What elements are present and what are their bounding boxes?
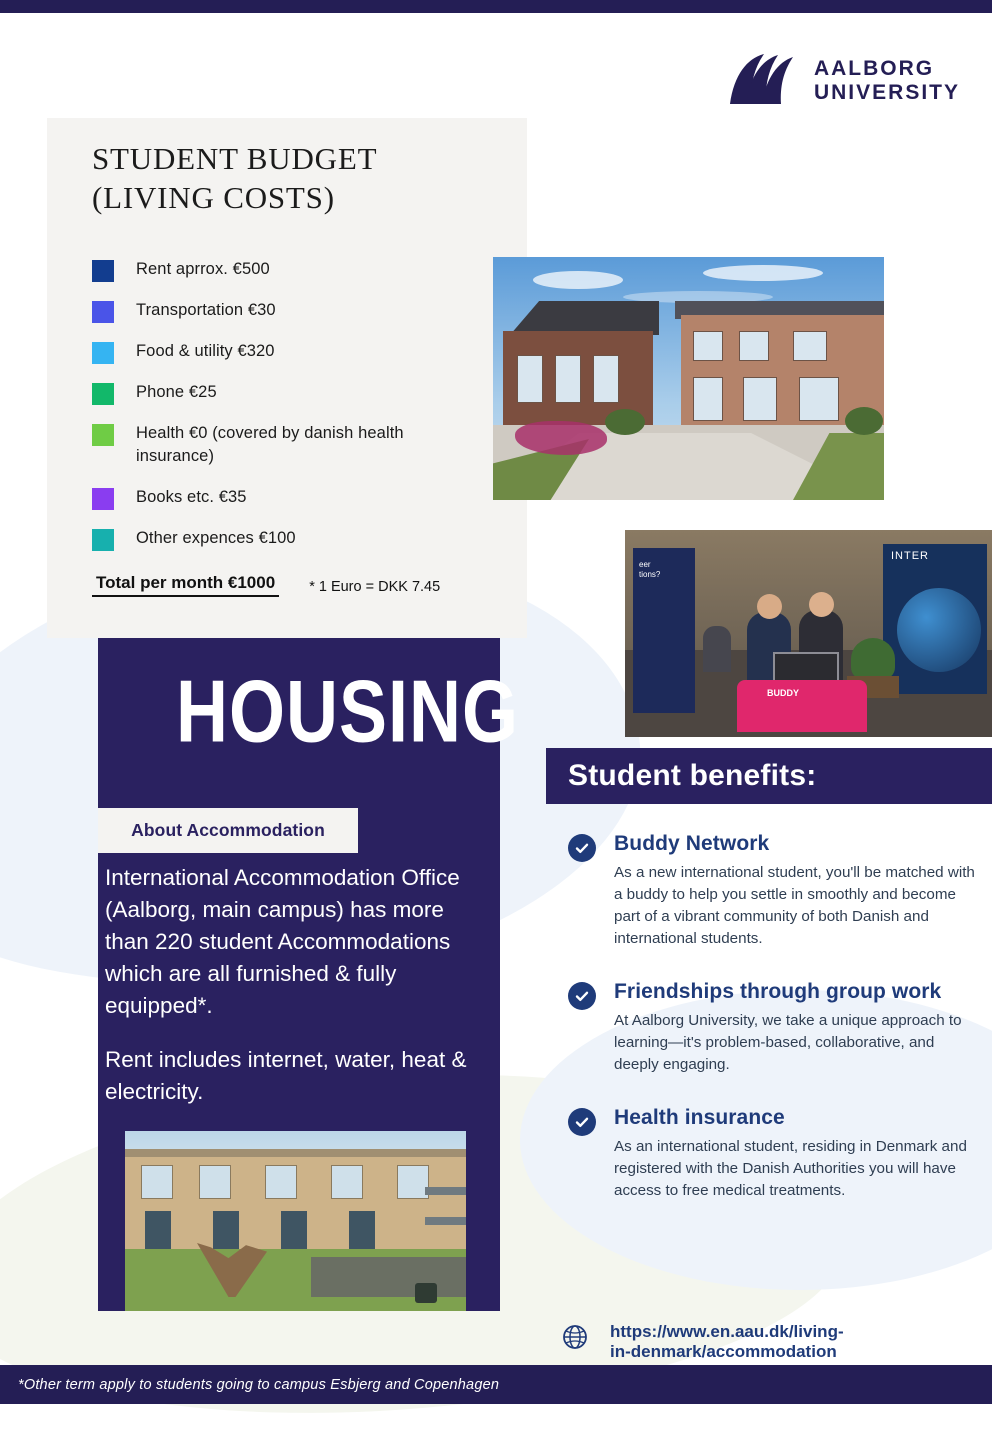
- list-item: [92, 486, 499, 510]
- student-benefits-list: [562, 832, 982, 1232]
- photo-bin: [415, 1283, 437, 1303]
- legend-label: Rent aprrox. €500: [136, 259, 270, 278]
- photo-door: [349, 1211, 375, 1251]
- benefit-body: As an international student, residing in Denmark and registered with the Danish Authorities you will have access to free medical treatments.: [614, 1138, 967, 1200]
- photo-deck: [311, 1257, 466, 1297]
- photo-window: [593, 355, 619, 403]
- photo-table: [737, 680, 867, 732]
- globe-icon: [562, 1324, 588, 1350]
- budget-total-row: [92, 573, 499, 597]
- photo-bush: [845, 407, 883, 435]
- housing-description: [105, 862, 493, 1130]
- benefit-body: As a new international student, you'll be matched with a buddy to help you settle in smoothly and become part of a vibrant community of both Danish and international students.: [614, 864, 975, 948]
- photo-roofline: [125, 1149, 466, 1157]
- benefit-title: Health insurance: [614, 1106, 785, 1130]
- photo-globe-graphic: [897, 588, 981, 672]
- legend-swatch: [92, 383, 114, 405]
- aau-logo-icon: [724, 52, 796, 110]
- accommodation-link-line2: in-denmark/accommodation: [610, 1341, 837, 1361]
- legend-label: Phone €25: [136, 382, 217, 401]
- legend-label: Transportation €30: [136, 300, 276, 319]
- photo-banner-text: eer tions?: [639, 560, 661, 579]
- photo-balcony: [425, 1187, 466, 1195]
- list-item: [562, 832, 982, 950]
- photo-window: [331, 1165, 363, 1199]
- top-accent-bar: [0, 0, 992, 13]
- accommodation-link-line1: https://www.en.aau.dk/living-: [610, 1322, 844, 1341]
- photo-cloud: [703, 265, 823, 281]
- photo-person: [703, 626, 731, 672]
- accommodation-link-text[interactable]: [610, 1322, 844, 1361]
- student-budget-panel: [47, 118, 527, 638]
- check-icon: [568, 1108, 596, 1136]
- photo-window: [793, 331, 827, 361]
- list-item: [92, 422, 499, 470]
- footer-bar: [0, 1365, 992, 1404]
- student-benefits-heading: Student benefits:: [568, 759, 817, 792]
- photo-balcony: [425, 1217, 466, 1225]
- buddy-network-stand-photo: [625, 530, 992, 737]
- photo-table-label: BUDDY: [767, 688, 800, 698]
- budget-title-line1: STUDENT BUDGET: [92, 141, 378, 176]
- photo-person-head: [809, 592, 834, 617]
- photo-window: [799, 377, 839, 421]
- photo-window: [199, 1165, 231, 1199]
- check-icon: [568, 982, 596, 1010]
- list-item: [92, 258, 499, 282]
- legend-swatch: [92, 424, 114, 446]
- brand-name-line2: UNIVERSITY: [813, 81, 960, 104]
- benefit-body: At Aalborg University, we take a unique approach to learning—it's problem-based, collaborative, and deeply engaging.: [614, 1012, 962, 1074]
- list-item: [92, 299, 499, 323]
- photo-door: [145, 1211, 171, 1251]
- photo-window: [739, 331, 769, 361]
- budget-total: Total per month €1000: [92, 573, 279, 597]
- budget-title-line2: (LIVING COSTS): [92, 179, 335, 215]
- check-icon: [568, 834, 596, 862]
- photo-window: [693, 377, 723, 421]
- photo-window: [693, 331, 723, 361]
- benefit-title: Friendships through group work: [614, 980, 942, 1004]
- photo-window: [265, 1165, 297, 1199]
- about-accommodation-tag: [98, 808, 358, 853]
- legend-swatch: [92, 260, 114, 282]
- photo-plant: [851, 638, 895, 680]
- photo-person-head: [757, 594, 782, 619]
- legend-label: Food & utility €320: [136, 341, 275, 360]
- brand-logo: [724, 52, 960, 110]
- housing-paragraph-2: Rent includes internet, water, heat & electricity.: [105, 1046, 467, 1104]
- photo-window: [517, 355, 543, 403]
- campus-courtyard-photo: [493, 257, 884, 500]
- legend-swatch: [92, 488, 114, 510]
- student-accommodation-photo: [125, 1131, 466, 1311]
- budget-title: [92, 140, 499, 218]
- budget-rate-note: * 1 Euro = DKK 7.45: [309, 579, 441, 596]
- budget-legend: [92, 258, 499, 552]
- list-item: [92, 381, 499, 405]
- legend-swatch: [92, 342, 114, 364]
- legend-label: Health €0 (covered by danish health insurance): [136, 423, 404, 466]
- photo-banner-label: INTER: [891, 550, 929, 562]
- list-item: [92, 340, 499, 364]
- photo-door: [213, 1211, 239, 1251]
- photo-window: [555, 355, 581, 403]
- legend-swatch: [92, 529, 114, 551]
- photo-window: [743, 377, 777, 421]
- benefit-title: Buddy Network: [614, 832, 770, 855]
- accommodation-link[interactable]: [562, 1322, 844, 1361]
- photo-banner-left: [633, 548, 695, 713]
- page-title: HOUSING: [176, 663, 520, 761]
- photo-door: [281, 1211, 307, 1251]
- housing-paragraph-1: International Accommodation Office (Aalborg, main campus) has more than 220 student Accommodations which are all furnished & fully equipped*.: [105, 865, 460, 1018]
- legend-swatch: [92, 301, 114, 323]
- list-item: [92, 527, 499, 551]
- list-item: [562, 1106, 982, 1202]
- about-accommodation-label: About Accommodation: [131, 820, 325, 840]
- photo-cloud: [533, 271, 623, 289]
- photo-window: [141, 1165, 173, 1199]
- brand-name-line1: AALBORG: [813, 57, 935, 81]
- brand-name: [814, 57, 960, 104]
- footer-note: *Other term apply to students going to campus Esbjerg and Copenhagen: [18, 1376, 500, 1393]
- student-benefits-header: [546, 748, 992, 804]
- legend-label: Other expences €100: [136, 529, 296, 548]
- legend-label: Books etc. €35: [136, 488, 247, 507]
- photo-bush: [605, 409, 645, 435]
- list-item: [562, 980, 982, 1076]
